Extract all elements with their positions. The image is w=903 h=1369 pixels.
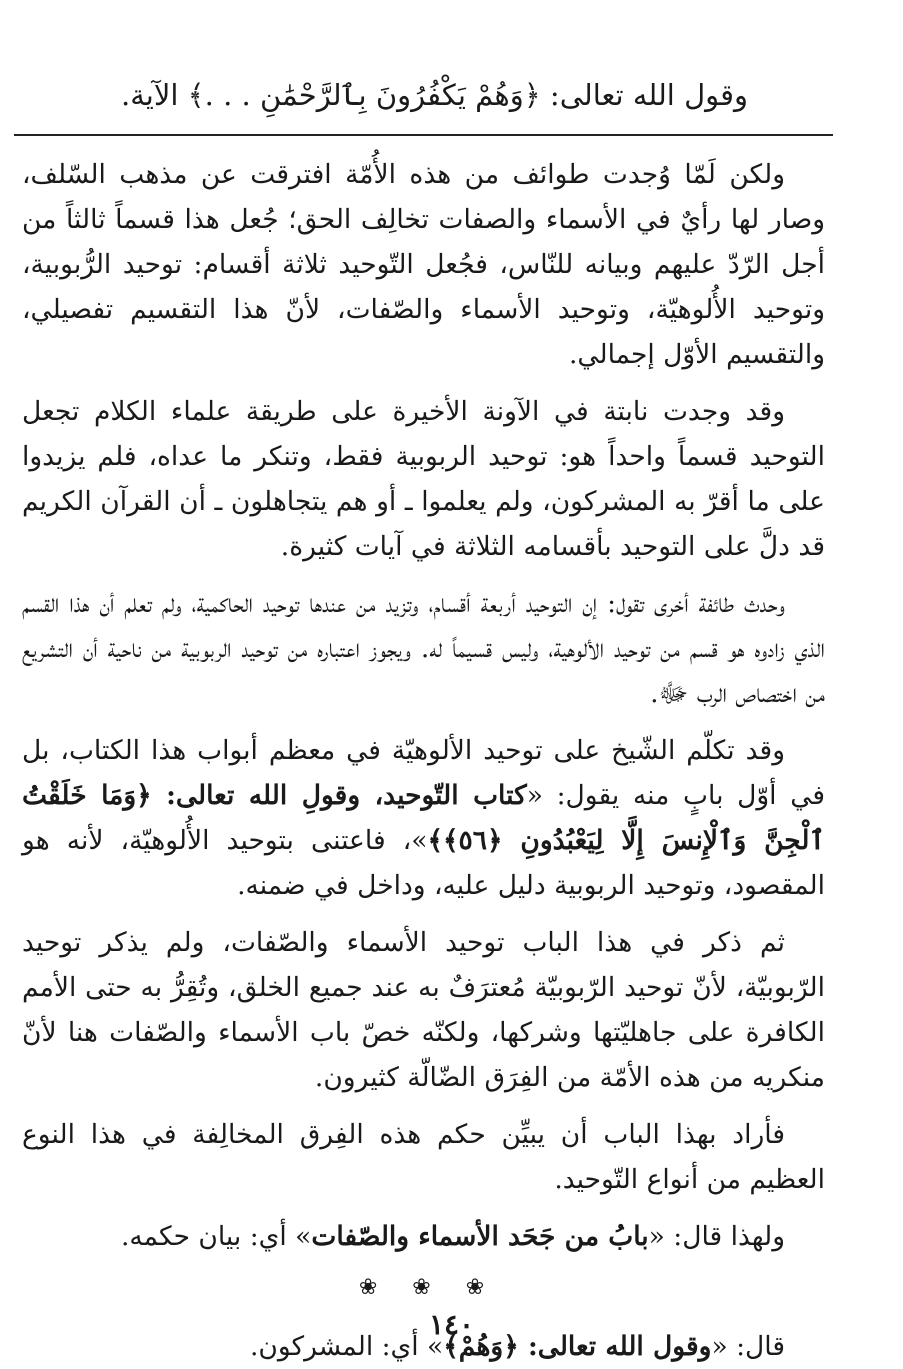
page-number: ١٤٠ [428,1308,475,1341]
page-header: وقول الله تعالى: ﴿وَهُمْ يَكْفُرُونَ بِٱلرَّحْمَٰنِ . . .﴾ الآية. [121,78,748,112]
quote-verse: وقول الله تعالى: ﴿وَهُمْ﴾ [443,1331,712,1362]
quote-line-post: » أي: المشركون. [249,1331,444,1362]
chapter-line-post: » أي: بيان حكمه. [121,1221,312,1252]
flower-separator: ❀ ❀ ❀ [358,1275,499,1300]
paragraph-2: وقد وجدت نابتة في الآونة الأخيرة على طريقة علماء الكلام تجعل التوحيد قسماً واحداً هو: توحيد الربوبية فقط، وتنكر ما عداه، فلم يزيدوا على ما أقرّ به المشركون، ولم يعلموا ـ أو هم يتجاهلون ـ أن القرآن الكريم قد دلَّ على التوحيد بأقسامه الثلاثة في آيات كثيرة. [22,396,825,562]
paragraph-3: وحدث طائفة أخرى تقول: إن التوحيد أربعة أقسام، وتزيد من عندها توحيد الحاكمية، ولم تعلم أن هذا القسم الذي زادوه هو قسم من توحيد الألوهية، وليس قسيماً له. ويجوز اعتباره من توحيد الربوبية من ناحية أن التشريع من اختصاص الرب ﷻ. [22,588,825,709]
paragraph-4-quote: كتاب التّوحيد، وقولِ الله تعالى: ﴿وَمَا خَلَقْتُ ٱلْجِنَّ وَٱلْإِنسَ إِلَّا لِيَعْبُدُونِ ﴿٥٦﴾﴾ [22,780,826,856]
paragraph-4-post: »، فاعتنى بتوحيد الأُلوهيّة، لأنه هو المقصود، وتوحيد الربوبية دليل عليه، وداخل في ضمنه. [22,825,825,901]
paragraph-5: ثم ذكر في هذا الباب توحيد الأسماء والصّفات، ولم يذكر توحيد الرّبوبيّة، لأنّ توحيد الرّبوبيّة مُعترَفٌ به عند جميع الخلق، وتُقِرُّ به حتى الأمم الكافرة على جاهليّتها وشركها، ولكنّه خصّ باب الأسماء والصّفات هنا لأنّ منكريه من هذه الأمّة من الفِرَق الضّالّة كثيرون. [22,927,825,1093]
paragraph-1: ولكن لَمّا وُجدت طوائف من هذه الأُمّة افترقت عن مذهب السّلف، وصار لها رأيٌ في الأسماء والصفات تخالِف الحق؛ جُعل هذا قسماً ثالثاً من أجل الرّدّ عليهم وبيانه للنّاس، فجُعل التّوحيد ثلاثة أقسام: توحيد الرُّبوبية، وتوحيد الأُلوهيّة، وتوحيد الأسماء والصّفات، لأنّ هذا التقسيم تفصيلي، والتقسيم الأوّل إجمالي. [22,159,825,370]
paragraph-6: فأراد بهذا الباب أن يبيِّن حكم هذه الفِرق المخالِفة في هذا النوع العظيم من أنواع التّوحيد. [22,1119,825,1195]
chapter-line-pre: ولهذا قال: « [648,1221,785,1252]
page-body [22,152,825,1369]
chapter-title: بابُ من جَحَد الأسماء والصّفات [311,1221,649,1252]
header-rule [14,134,833,136]
quote-line-pre: قال: « [711,1331,785,1362]
paragraph-4 [22,728,825,908]
chapter-line [22,1214,825,1259]
paragraph-4-pre: وقد تكلّم الشّيخ على توحيد الألوهيّة في معظم أبواب هذا الكتاب، بل في أوّل بابٍ منه يقول: « [22,735,825,811]
